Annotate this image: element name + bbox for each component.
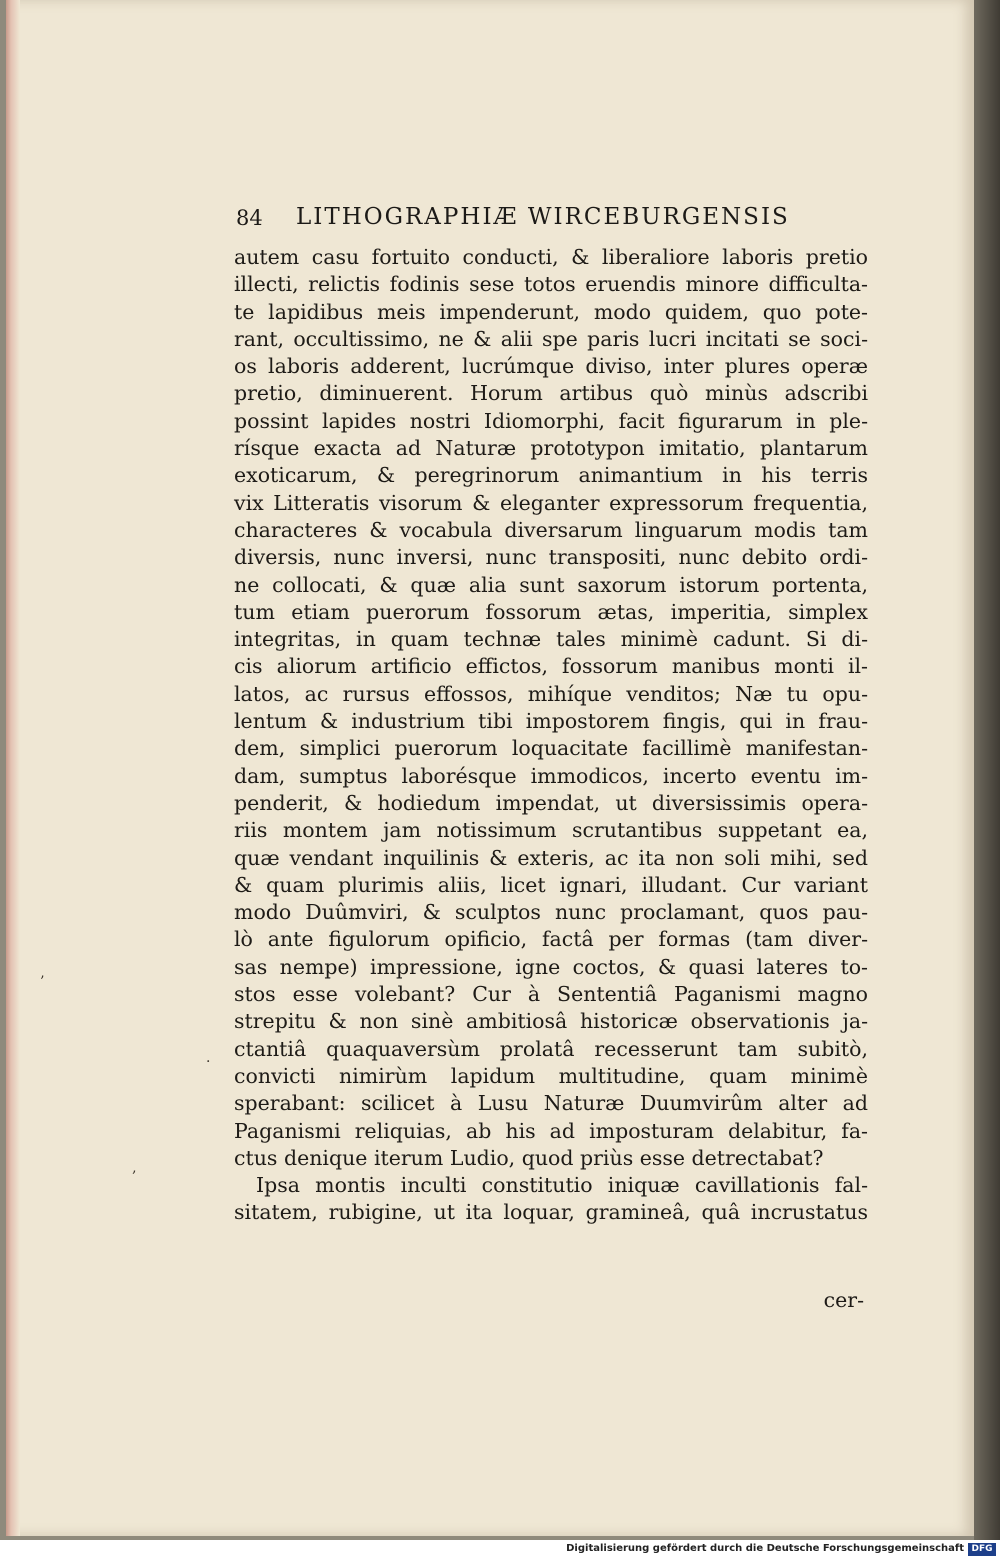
text-line: & quam plurimis aliis, licet ignari, illudant. Cur variant [234,872,868,897]
margin-speck: ‚ [132,1160,137,1176]
text-line: modo Duûmviri, & sculptos nunc proclamant, quos pau- [234,900,868,925]
text-line: convicti nimirùm lapidum multitudine, quam minimè [234,1063,868,1088]
margin-speck: · [206,1054,211,1070]
text-line: sas nempe) impressione, igne coctos, & quasi lateres to- [234,954,868,979]
text-line: latos, ac rursus effossos, mihíque venditos; Næ tu opu- [234,681,868,706]
text-line: te lapidibus meis impenderunt, modo quidem, quo pote- [234,299,868,324]
text-line: strepitu & non sinè ambitiosâ historicæ observationis ja- [234,1009,868,1034]
text-line: illecti, relictis fodinis sese totos eruendis minore difficulta- [234,272,868,297]
running-title: LITHOGRAPHIÆ WIRCEBURGENSIS [296,204,790,230]
text-line: Paganismi reliquias, ab his ad imposturam delabitur, fa- [234,1118,868,1143]
text-line: dam, sumptus laborésque immodicos, incerto eventu im- [234,763,868,788]
funding-credit: Digitalisierung gefördert durch die Deutsche Forschungsgemeinschaft [566,1543,964,1554]
text-line: exoticarum, & peregrinorum animantium in his terris [234,463,868,488]
text-line: stos esse volebant? Cur à Sententiâ Paganismi magno [234,982,868,1007]
catchword: cer- [823,1288,864,1312]
page-number: 84 [236,206,263,230]
text-line: dem, simplici puerorum loquacitate facillimè manifestan- [234,736,868,761]
text-line: penderit, & hodiedum impendat, ut diversissimis opera- [234,790,868,815]
text-line: rant, occultissimo, ne & alii spe paris lucri incitati se soci- [234,326,868,351]
text-line: characteres & vocabula diversarum linguarum modis tam [234,517,868,542]
text-line: Ipsa montis inculti constitutio iniquæ cavillationis fal- [256,1173,868,1198]
text-line: quæ vendant inquilinis & exteris, ac ita non soli mihi, sed [234,845,868,870]
text-line: tum etiam puerorum fossorum ætas, imperitia, simplex [234,599,868,624]
text-line: sitatem, rubigine, ut ita loquar, gramineâ, quâ incrustatus [234,1200,868,1225]
facing-page-edge [974,0,1000,1540]
text-line: vix Litteratis visorum & eleganter expressorum frequentia, [234,490,868,515]
digitization-footer [0,1540,1000,1560]
text-line: cis aliorum artificio effictos, fossorum manibus monti il- [234,654,868,679]
page-header [236,206,866,236]
text-line: diversis, nunc inversi, nunc transpositi, nunc debito ordi- [234,545,868,570]
text-line: ctus denique iterum Ludio, quod priùs esse detrectabat? [234,1145,824,1170]
text-line: lentum & industrium tibi impostorem fingis, qui in frau- [234,709,868,734]
text-line: ne collocati, & quæ alia sunt saxorum istorum portenta, [234,572,868,597]
text-line: rísque exacta ad Naturæ prototypon imitatio, plantarum [234,436,868,461]
page-edge [6,0,20,1536]
text-line: possint lapides nostri Idiomorphi, facit figurarum in ple- [234,408,868,433]
text-line: os laboris adderent, lucrúmque diviso, inter plures operæ [234,354,868,379]
text-line: lò ante figulorum opificio, factâ per formas (tam diver- [234,927,868,952]
dfg-logo-icon: DFG [968,1543,996,1556]
margin-speck: ’ [40,974,45,990]
body-text [234,244,868,1227]
text-line: autem casu fortuito conducti, & liberaliore laboris pretio [234,245,868,269]
text-line: riis montem jam notissimum scrutantibus suppetant ea, [234,818,868,843]
text-line: pretio, diminuerent. Horum artibus quò minùs adscribi [234,381,868,406]
text-line: sperabant: scilicet à Lusu Naturæ Duumvirûm alter ad [234,1091,868,1116]
text-line: integritas, in quam technæ tales minimè cadunt. Si di- [234,627,868,652]
text-line: ctantiâ quaquaversùm prolatâ recesserunt tam subitò, [234,1036,868,1061]
